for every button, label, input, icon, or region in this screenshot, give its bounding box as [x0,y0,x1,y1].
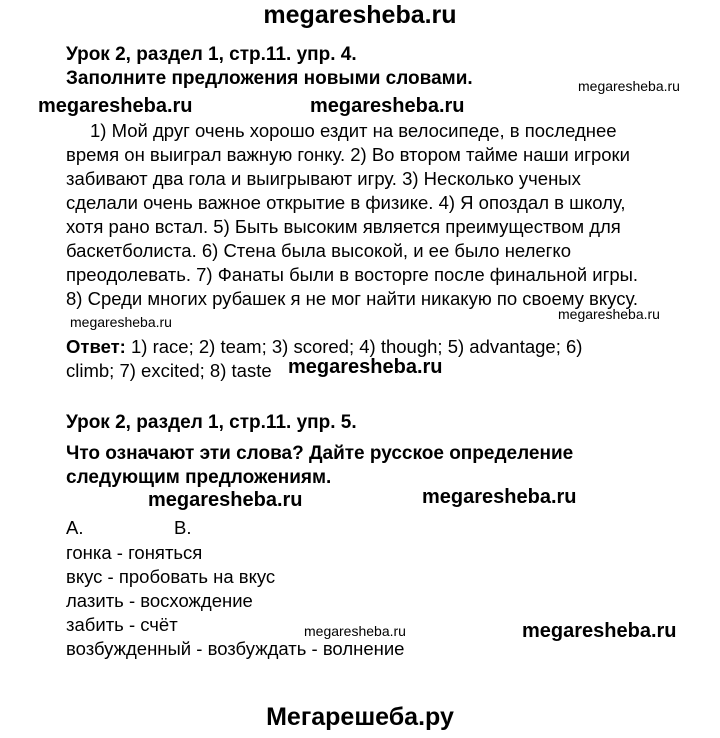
exercise-4-text-line: сделали очень важное открытие в физике. 4) Я опоздал в школу, [66,192,626,213]
watermark: megaresheba.ru [310,95,465,117]
exercise-4-text-line: время он выиграл важную гонку. 2) Во втором тайме наши игроки [66,144,630,165]
word-pair-item: возбужденный - возбуждать - волнение [66,638,405,659]
column-b-label: B. [174,517,192,538]
word-pair-item: забить - счёт [66,614,178,635]
exercise-5-instruction-cont: следующим предложениям. [66,467,332,488]
exercise-4-text-line: преодолевать. 7) Фанаты были в восторге после финальной игры. [66,264,639,285]
exercise-5-title: Урок 2, раздел 1, стр.11. упр. 5. [66,412,357,433]
exercise-5-instruction: Что означают эти слова? Дайте русское определение [66,443,574,464]
watermark: megaresheba.ru [288,356,443,378]
answer-values: 1) race; 2) team; 3) scored; 4) though; 5) advantage; 6) [125,336,583,357]
watermark: megaresheba.ru [422,486,577,508]
exercise-4-text-line: хотя рано встал. 5) Быть высоким является преимуществом для [66,216,621,237]
word-pair-item: лазить - восхождение [66,590,253,611]
answer-label: Ответ: [66,336,126,357]
exercise-4-text-line: баскетболиста. 6) Стена была высокой, и ее было нелегко [66,240,572,261]
watermark: megaresheba.ru [38,95,193,117]
exercise-4-instruction: Заполните предложения новыми словами. [66,68,473,89]
watermark: megaresheba.ru [304,623,406,639]
watermark: megaresheba.ru [578,78,680,94]
watermark: megaresheba.ru [558,306,660,322]
watermark: megaresheba.ru [522,620,677,642]
word-pair-item: вкус - пробовать на вкус [66,566,276,587]
exercise-4-answer-cont: climb; 7) excited; 8) taste [66,360,272,381]
exercise-4-text-line: 8) Среди многих рубашек я не мог найти никакую по своему вкусу. [66,288,639,309]
watermark: megaresheba.ru [70,314,172,330]
column-a-label: A. [66,517,84,538]
watermark: megaresheba.ru [148,489,303,511]
footer-site-name: Мегарешеба.ру [266,703,454,731]
exercise-4-text-line: 1) Мой друг очень хорошо ездит на велосипеде, в последнее [90,120,617,141]
exercise-4-title: Урок 2, раздел 1, стр.11. упр. 4. [66,44,357,65]
site-title: megaresheba.ru [263,1,457,29]
exercise-4-text-line: забивают два гола и выигрывают игру. 3) Несколько ученых [66,168,581,189]
word-pair-item: гонка - гоняться [66,542,203,563]
